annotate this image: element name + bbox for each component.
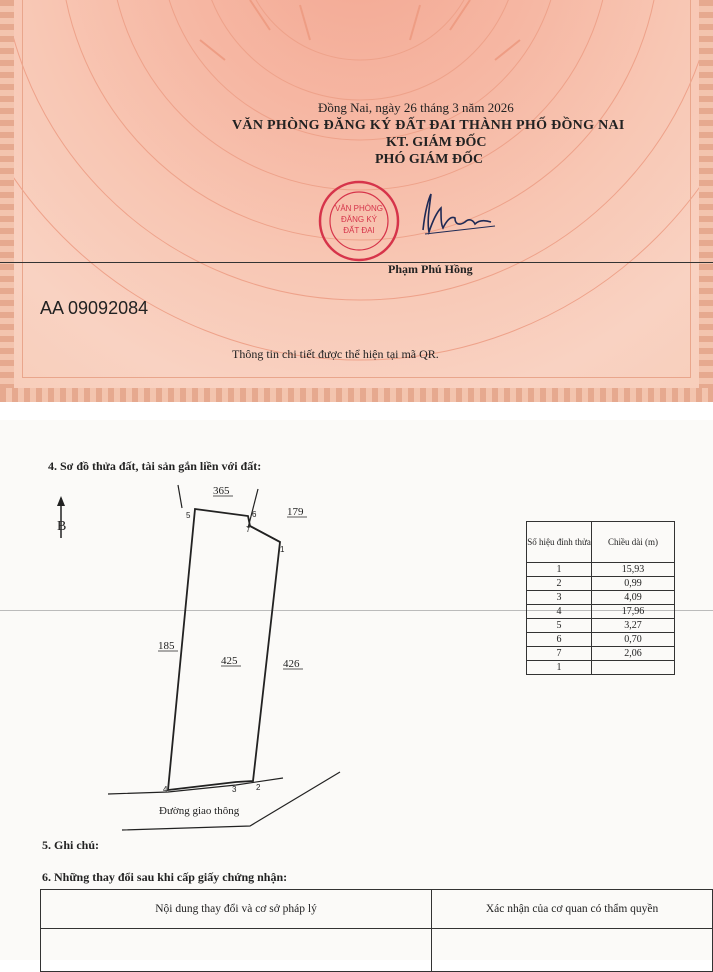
neighbor-parcel-185: 185 [158,640,175,652]
official-seal-stamp [318,180,400,262]
land-plot-page [0,420,713,960]
vertex-label: 5 [186,511,191,520]
svg-text:ĐĂNG KÝ: ĐĂNG KÝ [340,215,378,224]
signer-name: Phạm Phú Hồng [388,262,473,276]
road-edge-bottom [122,772,340,830]
table-header-vertex: Số hiệu đỉnh thửa [527,522,592,563]
section-5-title: 5. Ghi chú: [42,838,100,852]
qr-note: Thông tin chi tiết được thể hiện tại mã QR. [232,347,439,361]
svg-text:VĂN PHÒNG: VĂN PHÒNG [334,204,384,213]
issue-date-line: Đồng Nai, ngày 26 tháng 3 năm 2026 [318,100,514,115]
table-row: 5 3,27 [527,619,675,633]
table-row: 1 15,93 [527,563,675,577]
section-4-title: 4. Sơ đồ thửa đất, tài sản gắn liền với đất: [48,459,262,473]
table-row: 3 4,09 [527,591,675,605]
table-row [41,929,713,972]
road-label: Đường giao thông [159,805,240,817]
handwritten-signature [415,190,500,240]
vertex-label: 2 [256,783,261,792]
changes-col-confirmation: Xác nhận của cơ quan có thẩm quyền [432,890,713,929]
certificate-number: AA 09092084 [40,298,149,318]
vertex-label: 1 [280,545,285,554]
border-pattern-left [0,0,14,402]
vertex-length-table [526,521,675,675]
table-row: 1 [527,661,675,675]
page-gap [0,402,713,420]
table-row: 2 0,99 [527,577,675,591]
main-parcel-outline [168,509,280,790]
boundary-line [178,485,182,508]
border-pattern-right [699,0,713,402]
vertex-label: 7 [246,525,251,534]
vertex-label: 6 [252,510,257,519]
certificate-page [0,0,713,402]
on-behalf-line: KT. GIÁM ĐỐC [386,135,487,150]
north-arrow-icon [57,496,66,538]
table-row: 7 2,06 [527,647,675,661]
north-arrow-letter: B [57,519,67,534]
table-row: 6 0,70 [527,633,675,647]
issuing-office-name: VĂN PHÒNG ĐĂNG KÝ ĐẤT ĐAI THÀNH PHỐ ĐỒNG NAI [232,118,625,133]
svg-text:ĐẤT ĐAI: ĐẤT ĐAI [343,226,375,235]
deputy-director-title: PHÓ GIÁM ĐỐC [375,152,484,167]
vertex-label: 3 [232,785,237,794]
table-row: 4 17,96 [527,605,675,619]
neighbor-parcel-179: 179 [287,506,304,518]
main-parcel-number: 425 [221,655,238,667]
changes-col-content: Nội dung thay đổi và cơ sở pháp lý [41,890,432,929]
neighbor-parcel-365: 365 [213,485,230,497]
border-pattern-bottom [0,388,713,402]
fold-line [0,262,713,263]
neighbor-parcel-426: 426 [283,658,300,670]
table-header-length: Chiều dài (m) [592,522,675,563]
section-6-title: 6. Những thay đổi sau khi cấp giấy chứng nhận: [42,870,288,884]
vertex-label: 4 [163,785,168,794]
